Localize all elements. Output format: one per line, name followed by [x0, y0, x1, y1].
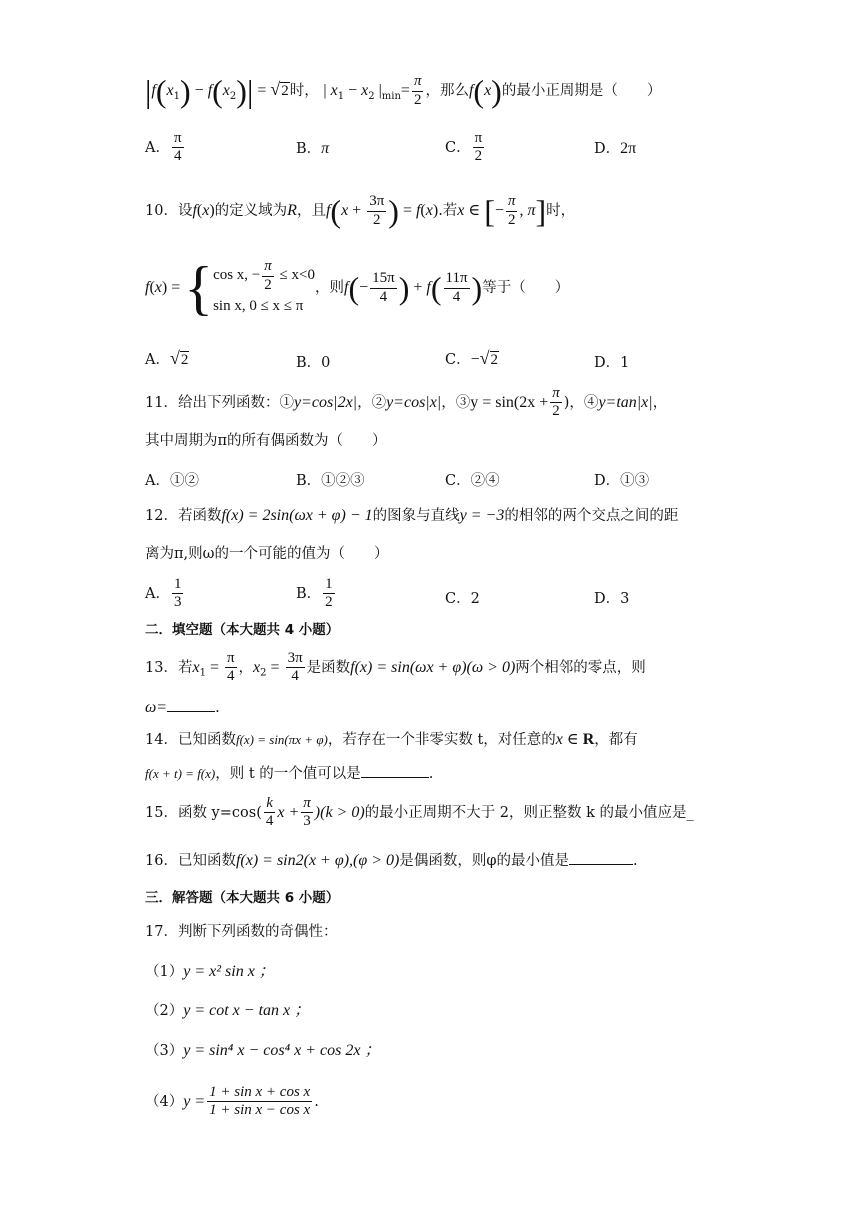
q10-option-b[interactable]: B．0 — [296, 355, 331, 371]
q17-item-3: （3）y = sin⁴ x − cos⁴ x + cos 2x ； — [145, 1042, 381, 1059]
q11-option-a[interactable]: A．①② — [145, 473, 199, 489]
answer-blank[interactable] — [361, 763, 429, 778]
q11-option-b[interactable]: B．①②③ — [296, 473, 365, 489]
q9-option-a[interactable]: A． $\frac{\pi}{4}$ — [145, 130, 182, 165]
q13-stem-line1: 13．若$x_1$ = $\frac{\pi}{4}$ ，$x_2$ = $\frac{3\pi}{4}$ 是函数f(x) = sin(ωx + φ)(ω > 0)两个相邻的零点，则 — [145, 650, 646, 685]
q12-option-b[interactable]: B． $\frac{1}{2}$ — [296, 576, 333, 611]
q17-item-4: （4）y = $\frac{\text{1 + sin x + cos x}}{\text{1 + sin x − cos x}}$ . — [145, 1084, 319, 1119]
q11-stem-line2: 其中周期为π的所有偶函数为（ ） — [145, 433, 387, 449]
answer-blank[interactable] — [569, 850, 633, 865]
q17-item-1: （1）y = x² sin x ； — [145, 963, 275, 980]
left-brace: { — [184, 255, 214, 321]
q9-option-b[interactable]: B．π — [296, 140, 330, 157]
q10-option-d[interactable]: D．1 — [594, 355, 630, 371]
q11-option-c[interactable]: C．②④ — [445, 473, 500, 489]
q10-piecewise-line: f(x) = { cos x, − $\frac{\pi}{2}$ ≤ x<0 sin x, 0 ≤ x ≤ π ，则f(− $\frac{15\pi}{4}$ ) + f( $\frac{11\pi}{4}$ )等于（ ） — [145, 255, 570, 321]
q9-option-d[interactable]: D．2π — [594, 140, 637, 157]
q12-stem-line1: 12．若函数f(x) = 2sin(ωx + φ) − 1的图象与直线y = −3的相邻的两个交点之间的距 — [145, 507, 679, 524]
section-3-heading: 三．解答题（本大题共 6 小题） — [145, 890, 340, 906]
q12-stem-line2: 离为π,则ω的一个可能的值为（ ） — [145, 546, 389, 562]
abs-bar-left: | — [145, 73, 152, 109]
q9-text-end: 的最小正周期是（ ） — [501, 83, 662, 100]
q10-option-a[interactable]: A．√2 — [145, 348, 189, 368]
q17-title: 17．判断下列函数的奇偶性： — [145, 924, 338, 940]
q13-stem-line2: ω= . — [145, 699, 220, 716]
q9-stem-line: $|f(x_1) - f(x_2)| = √2$时， | $x_1 - x_2$ $|_{min}=$ $\frac{\pi}{2}$ ，那么f(x)的最小正周期是（ ） — [145, 73, 662, 109]
q9-text-mid: ，那么 — [425, 83, 469, 100]
q15-stem-line: 15．函数 y=cos( $\frac{k}{4}$ x + $\frac{\pi}{3}$ )(k > 0)的最小正周期不大于 2，则正整数 k 的最小值应是_ — [145, 795, 694, 830]
q9-option-c[interactable]: C． $\frac{\pi}{2}$ — [445, 130, 483, 165]
section-2-heading: 二．填空题（本大题共 4 小题） — [145, 622, 340, 638]
min-subscript: min — [381, 91, 401, 103]
q14-stem-line1: 14．已知函数f(x) = sin(πx + φ)，若存在一个非零实数 t，对任意的x ∈ R，都有 — [145, 731, 638, 748]
q11-option-d[interactable]: D．①③ — [594, 473, 650, 489]
q12-option-c[interactable]: C．2 — [445, 591, 480, 607]
answer-blank[interactable] — [167, 697, 215, 712]
q9-text-shi: 时， — [289, 83, 319, 100]
q10-option-c[interactable]: C．−√2 — [445, 348, 499, 368]
q10-stem-line: 10．设f(x)的定义域为R，且f(x + $\frac{3\pi}{2}$ ) = f(x).若x ∈ [− $\frac{\pi}{2}$ , π]时， — [145, 193, 576, 229]
sqrt-2: √2 — [270, 79, 289, 100]
q17-item-2: （2）y = cot x − tan x ； — [145, 1002, 311, 1019]
q14-stem-line2: f(x + t) = f(x)，则 t 的一个值可以是 . — [145, 763, 433, 783]
q11-stem-line1: 11．给出下列函数：①y=cos|2x|，②y=cos|x|，③y = sin(2x + $\frac{\pi}{2}$ )，④y=tan|x|， — [145, 385, 668, 420]
q16-stem-line: 16．已知函数f(x) = sin2(x + φ),(φ > 0)是偶函数，则φ的最小值是 . — [145, 852, 638, 869]
q12-option-a[interactable]: A． $\frac{1}{3}$ — [145, 576, 182, 611]
q12-option-d[interactable]: D．3 — [594, 591, 630, 607]
pi-over-2-frac: $\frac{\pi}{2}$ — [413, 73, 422, 108]
piecewise-cases: cos x, − $\frac{\pi}{2}$ ≤ x<0 sin x, 0 ≤ x ≤ π — [213, 258, 315, 314]
